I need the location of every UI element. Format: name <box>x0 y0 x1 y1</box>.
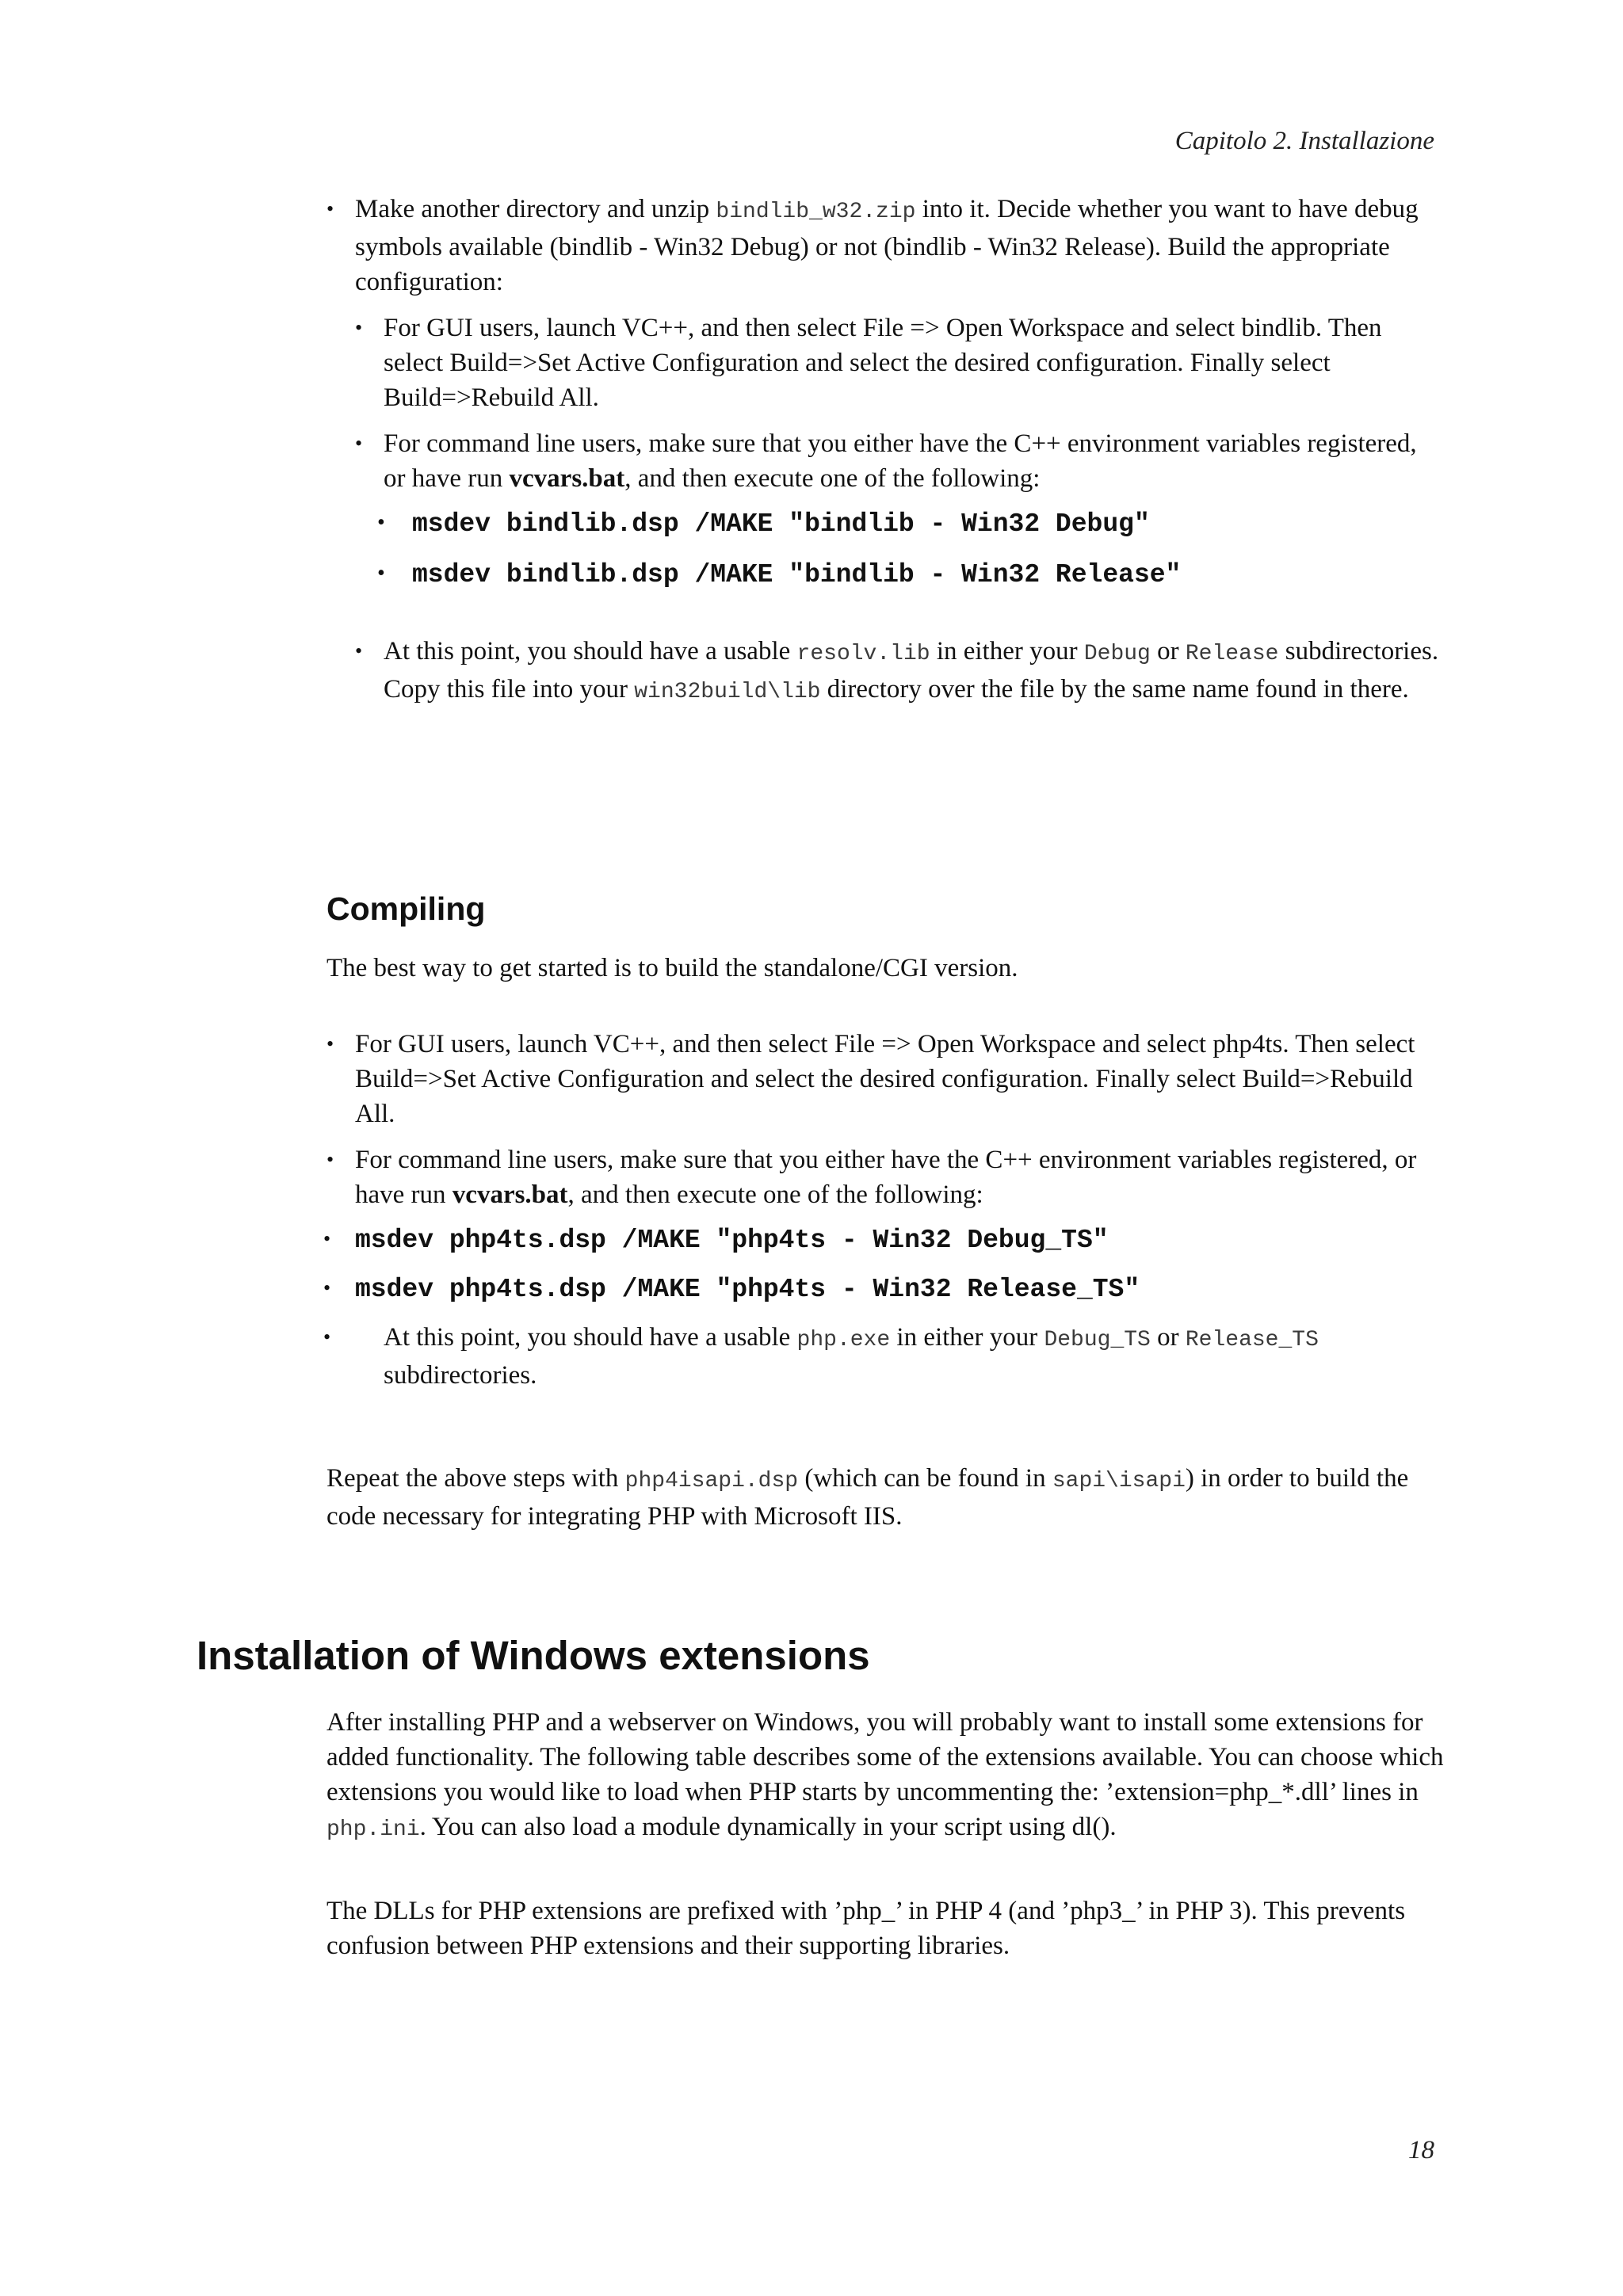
command-text: msdev bindlib.dsp /MAKE "bindlib - Win32 Debug" <box>412 509 1150 539</box>
list-item <box>355 634 1441 710</box>
text: , and then execute one of the following: <box>624 464 1041 493</box>
text: Make another directory and unzip <box>355 195 716 223</box>
text: After installing PHP and a webserver on Windows, you will probably want to install some extensions for added functionality. The following table describes some of the extensions available. You can choose which extensions you would like to load when PHP starts by uncommenting the: ’extension=php_*.dll’ lines in <box>327 1708 1444 1806</box>
list-item <box>327 192 1441 710</box>
compiling-list <box>323 1027 1457 1393</box>
text: For command line users, make sure that you either have the C++ environment variables registered, or have run <box>355 1146 1417 1209</box>
list-item <box>323 1142 1457 1393</box>
code-path: sapi\isapi <box>1052 1469 1186 1493</box>
page-number: 18 <box>1408 2136 1434 2164</box>
text: At this point, you should have a usable <box>384 1323 797 1352</box>
repeat-paragraph <box>327 1461 1452 1534</box>
bindlib-steps <box>327 192 1441 721</box>
text: in either your <box>890 1323 1044 1352</box>
bullet-icon: • <box>377 561 385 585</box>
bold-filename: vcvars.bat <box>452 1180 568 1209</box>
list-item <box>355 311 1441 415</box>
text: in either your <box>930 637 1084 666</box>
gui-instructions: For GUI users, launch VC++, and then select File => Open Workspace and select php4ts. Then select Build=>Set Active Configuration and select the desired configuration. Finally select Build=>Rebuild All. <box>355 1030 1415 1128</box>
list-item <box>327 1027 1457 1131</box>
code-dirname: Debug_TS <box>1044 1328 1151 1352</box>
code-path: win32build\lib <box>634 680 821 704</box>
text: . You can also load a module dynamically in your script using dl(). <box>419 1813 1117 1841</box>
text: or <box>1150 637 1186 666</box>
compiling-command-list <box>323 1222 1457 1393</box>
code-filename: php4isapi.dsp <box>624 1469 799 1493</box>
command-item <box>377 505 1441 542</box>
text: , and then execute one of the following: <box>567 1180 983 1209</box>
list-item <box>355 426 1441 593</box>
command-item <box>323 1222 1457 1258</box>
code-dirname: Release <box>1185 642 1279 666</box>
code-dirname: Release_TS <box>1185 1328 1319 1352</box>
bullet-icon: • <box>323 1276 331 1299</box>
text: (which can be found in <box>798 1464 1052 1493</box>
compiling-steps <box>323 1027 1457 1405</box>
bullet-icon: • <box>355 639 363 662</box>
command-text: msdev bindlib.dsp /MAKE "bindlib - Win32 Release" <box>412 560 1182 589</box>
text: Repeat the above steps with <box>327 1464 625 1493</box>
bullet-icon: • <box>323 1325 331 1348</box>
command-text: msdev php4ts.dsp /MAKE "php4ts - Win32 Release_TS" <box>355 1275 1140 1304</box>
compiling-intro: The best way to get started is to build the standalone/CGI version. <box>327 954 1018 982</box>
bullet-icon: • <box>355 316 363 339</box>
bullet-icon: • <box>377 510 385 535</box>
bullet-icon: • <box>327 197 334 220</box>
extensions-paragraph-2: The DLLs for PHP extensions are prefixed with ’php_’ in PHP 4 (and ’php3_’ in PHP 3). This prevents confusion between PHP extensions and their supporting libraries. <box>327 1897 1406 1960</box>
text: subdirectories. <box>384 1361 537 1390</box>
bullet-icon: • <box>327 1032 334 1055</box>
bullet-icon: • <box>323 1227 331 1250</box>
bindlib-sublist <box>355 311 1441 710</box>
gui-instructions: For GUI users, launch VC++, and then select File => Open Workspace and select bindlib. Then select Build=>Set Active Configuration and select the desired configuration. Finally select Build=>Rebuild All. <box>384 314 1382 412</box>
list-item <box>323 1320 1457 1393</box>
bullet-icon: • <box>327 1148 334 1171</box>
text: into it. Decide whether you want to have debug symbols available (bindlib - Win32 Debug) or not (bindlib - Win32 Release). Build the appropriate configuration: <box>355 195 1419 296</box>
code-dirname: Debug <box>1083 642 1151 666</box>
code-filename: php.exe <box>796 1328 891 1352</box>
code-filename: bindlib_w32.zip <box>716 200 916 224</box>
text: directory over the file by the same name found in there. <box>820 675 1409 704</box>
running-header: Capitolo 2. Installazione <box>1174 127 1434 155</box>
extensions-heading: Installation of Windows extensions <box>197 1633 870 1678</box>
bullet-icon: • <box>355 432 363 455</box>
text: At this point, you should have a usable <box>384 637 797 666</box>
text: ) in order to build the code necessary for integrating PHP with Microsoft IIS. <box>327 1464 1409 1531</box>
command-text: msdev php4ts.dsp /MAKE "php4ts - Win32 Debug_TS" <box>355 1226 1109 1255</box>
text: or <box>1150 1323 1186 1352</box>
code-filename: php.ini <box>327 1817 420 1842</box>
code-filename: resolv.lib <box>796 642 930 666</box>
command-item <box>377 556 1441 593</box>
compiling-heading: Compiling <box>327 891 486 927</box>
text: For command line users, make sure that you either have the C++ environment variables registered, or have run <box>384 429 1417 493</box>
command-item <box>323 1271 1457 1307</box>
bindlib-list <box>327 192 1441 710</box>
extensions-paragraph-1 <box>327 1705 1452 1848</box>
text: subdirectories. Copy this file into your <box>384 637 1439 704</box>
bindlib-command-list <box>377 505 1441 593</box>
bold-filename: vcvars.bat <box>509 464 625 493</box>
